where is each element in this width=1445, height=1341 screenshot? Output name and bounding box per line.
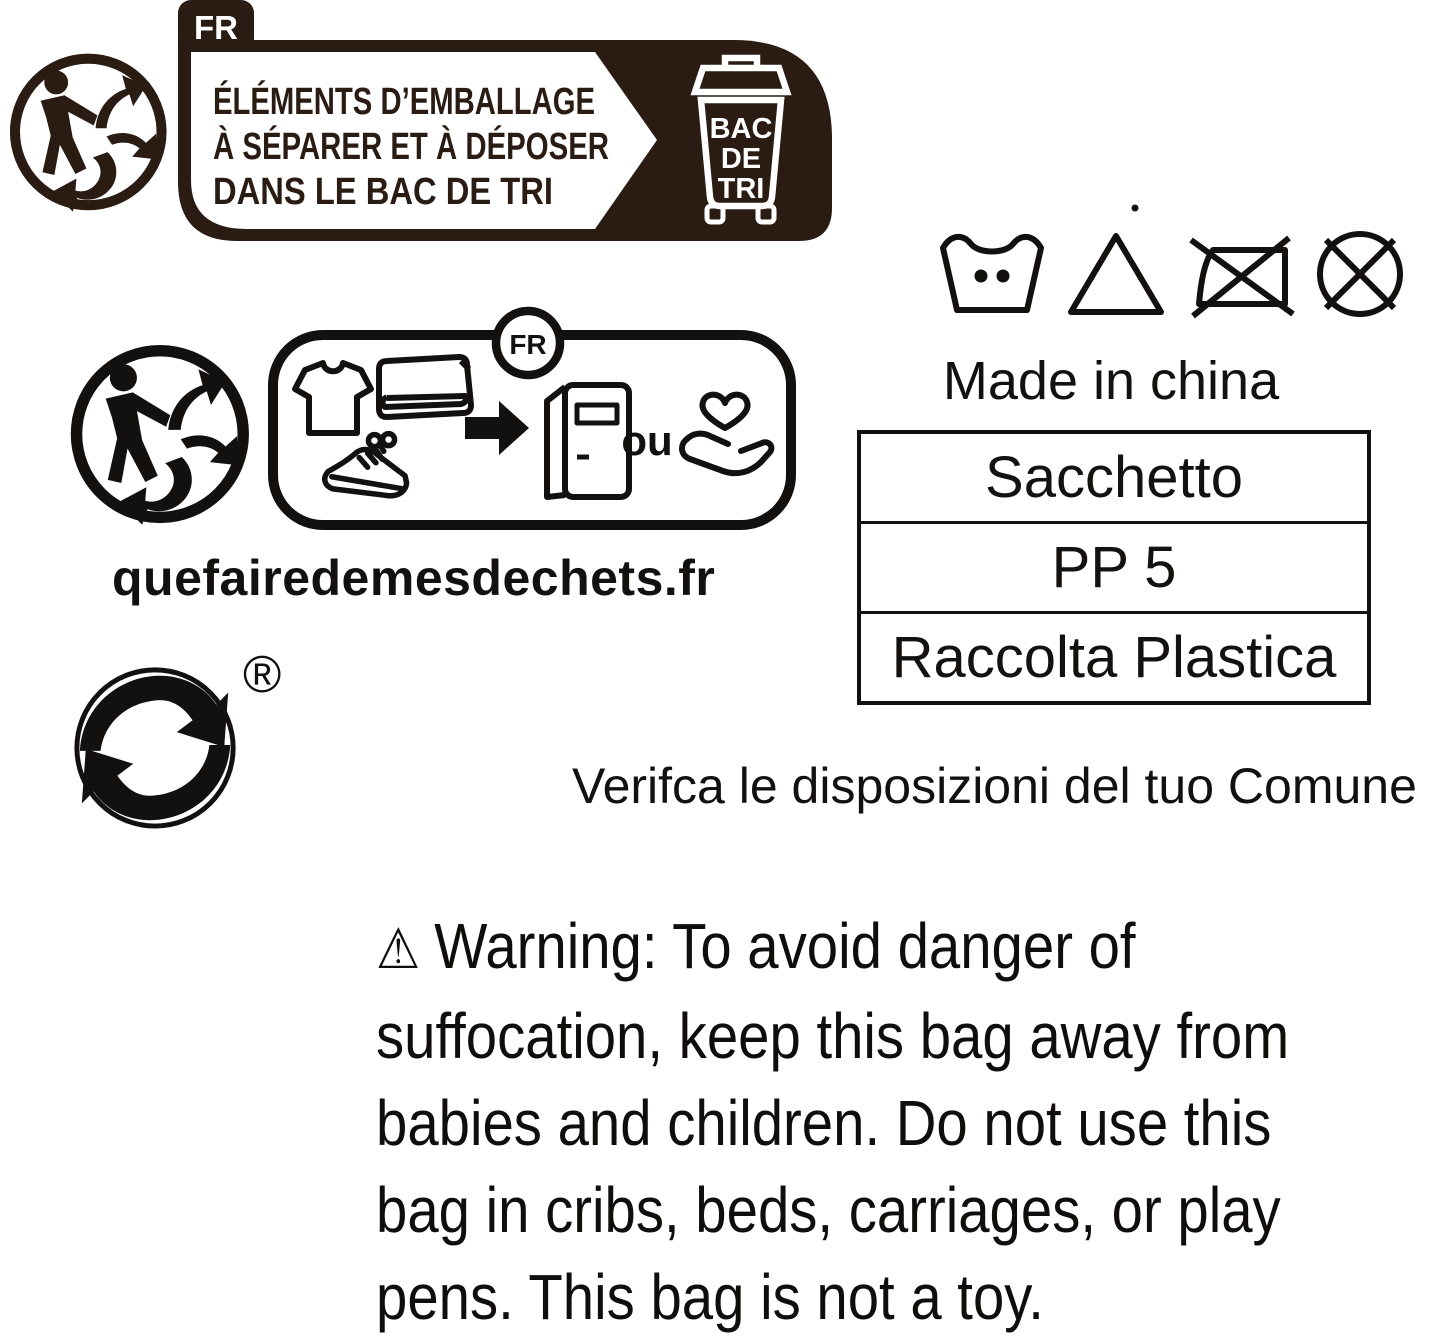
bin-label-line-1: BAC [709, 113, 773, 145]
table-row: Raccolta Plastica [861, 611, 1367, 701]
warning-line: pens. This bag is not a toy. [376, 1261, 1044, 1333]
banner-line-2: À SÉPARER ET À DÉPOSER [213, 126, 726, 168]
warning-line: bag in cribs, beds, carriages, or play [376, 1174, 1281, 1246]
triman-recycling-icon [4, 44, 178, 218]
fr-tab-label: FR [194, 9, 238, 46]
registered-trademark-symbol: ® [243, 646, 282, 704]
warning-line: babies and children. Do not use this [376, 1087, 1272, 1159]
made-in-label: Made in china [942, 351, 1280, 411]
machine-wash-icon [943, 237, 1041, 310]
website-text: quefairedemesdechets.fr [112, 550, 716, 606]
table-row: Sacchetto [985, 445, 1243, 510]
tshirt-icon [295, 363, 371, 433]
bin-label-line-3: TRI [717, 173, 765, 205]
bin-label-line-2: DE [720, 143, 762, 175]
towel-icon [379, 357, 471, 417]
sorting-instructions-banner [175, 0, 835, 245]
fr-badge-label: FR [509, 329, 547, 360]
warning-text: Warning: To avoid danger of [434, 910, 1136, 982]
material-table [857, 430, 1371, 705]
warning-icon: ⚠ [376, 917, 421, 982]
textile-donation-panel [265, 303, 865, 538]
green-dot-icon [68, 656, 246, 834]
municipal-note: Verifca le disposizioni del tuo Comune [572, 758, 1417, 814]
suffocation-warning [376, 903, 1289, 1341]
care-symbols-row [933, 196, 1423, 326]
table-row: PP 5 [861, 521, 1367, 611]
or-label: ou [621, 417, 673, 464]
warning-line [376, 903, 1289, 993]
donation-container-icon [547, 385, 629, 497]
triman-recycling-icon [64, 334, 262, 532]
do-not-iron-icon [1191, 238, 1293, 316]
banner-line-1: ÉLÉMENTS D’EMBALLAGE [213, 81, 710, 123]
banner-line-3: DANS LE BAC DE TRI [213, 171, 553, 213]
bleach-allowed-triangle-icon [1071, 236, 1161, 312]
print-dot [1132, 205, 1139, 212]
do-not-dryclean-icon [1320, 234, 1400, 314]
warning-line: suffocation, keep this bag away from [376, 1000, 1290, 1072]
